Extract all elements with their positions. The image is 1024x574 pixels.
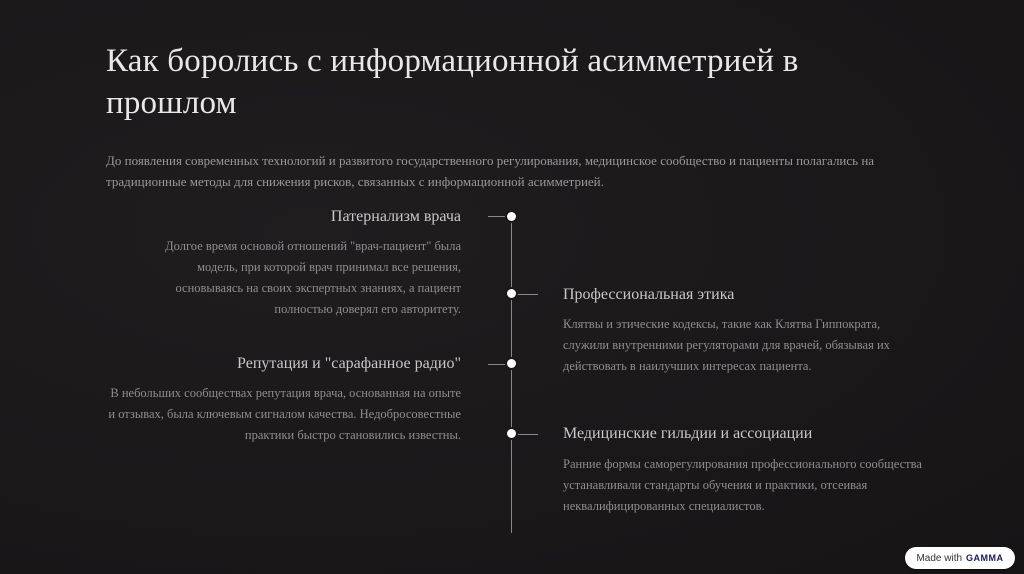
intro-paragraph: До появления современных технологий и развитого государственного регулирования, медицинское сообщество и пациенты полагались на традиционные методы для снижения рисков, связанных с информационной асимметрией.: [106, 153, 875, 189]
timeline-item-title: Патернализм врача: [330, 208, 461, 225]
timeline-item-text: Ранние формы саморегулирования профессионального сообщества устанавливали стандарты обучения и практики, отсеивая неквалифицированных специалистов.: [563, 457, 922, 513]
timeline-item-title: Репутация и "сарафанное радио": [237, 355, 461, 372]
timeline-dot: [507, 289, 516, 298]
timeline-item-text: Клятвы и этические кодексы, такие как Клятва Гиппократа, служили внутренними регуляторами для врачей, обязывая их действовать в наилучших интересах пациента.: [563, 317, 890, 373]
badge-prefix: Made with: [916, 552, 963, 564]
gamma-logo: GAMMA: [966, 553, 1004, 563]
timeline-item-text: В небольших сообществах репутация врача, основанная на опыте и отзывах, была ключевым сигналом качества. Недобросовестные практики быстро становились известны.: [108, 386, 461, 442]
timeline-dot: [507, 429, 516, 438]
made-with-gamma-badge[interactable]: [905, 547, 1015, 569]
timeline-item-text: Долгое время основой отношений "врач-пациент" была модель, при которой врач принимал все решения, основываясь на своих экспертных знаниях, а пациент полностью доверял его авторитету.: [165, 239, 461, 316]
timeline-dot: [507, 212, 516, 221]
timeline-line: [511, 216, 512, 533]
timeline-dot: [507, 359, 516, 368]
timeline-item-title: Профессиональная этика: [563, 286, 735, 303]
page-title: Как боролись с информационной асимметрией в прошлом: [106, 43, 799, 121]
timeline-item-title: Медицинские гильдии и ассоциации: [563, 425, 813, 442]
